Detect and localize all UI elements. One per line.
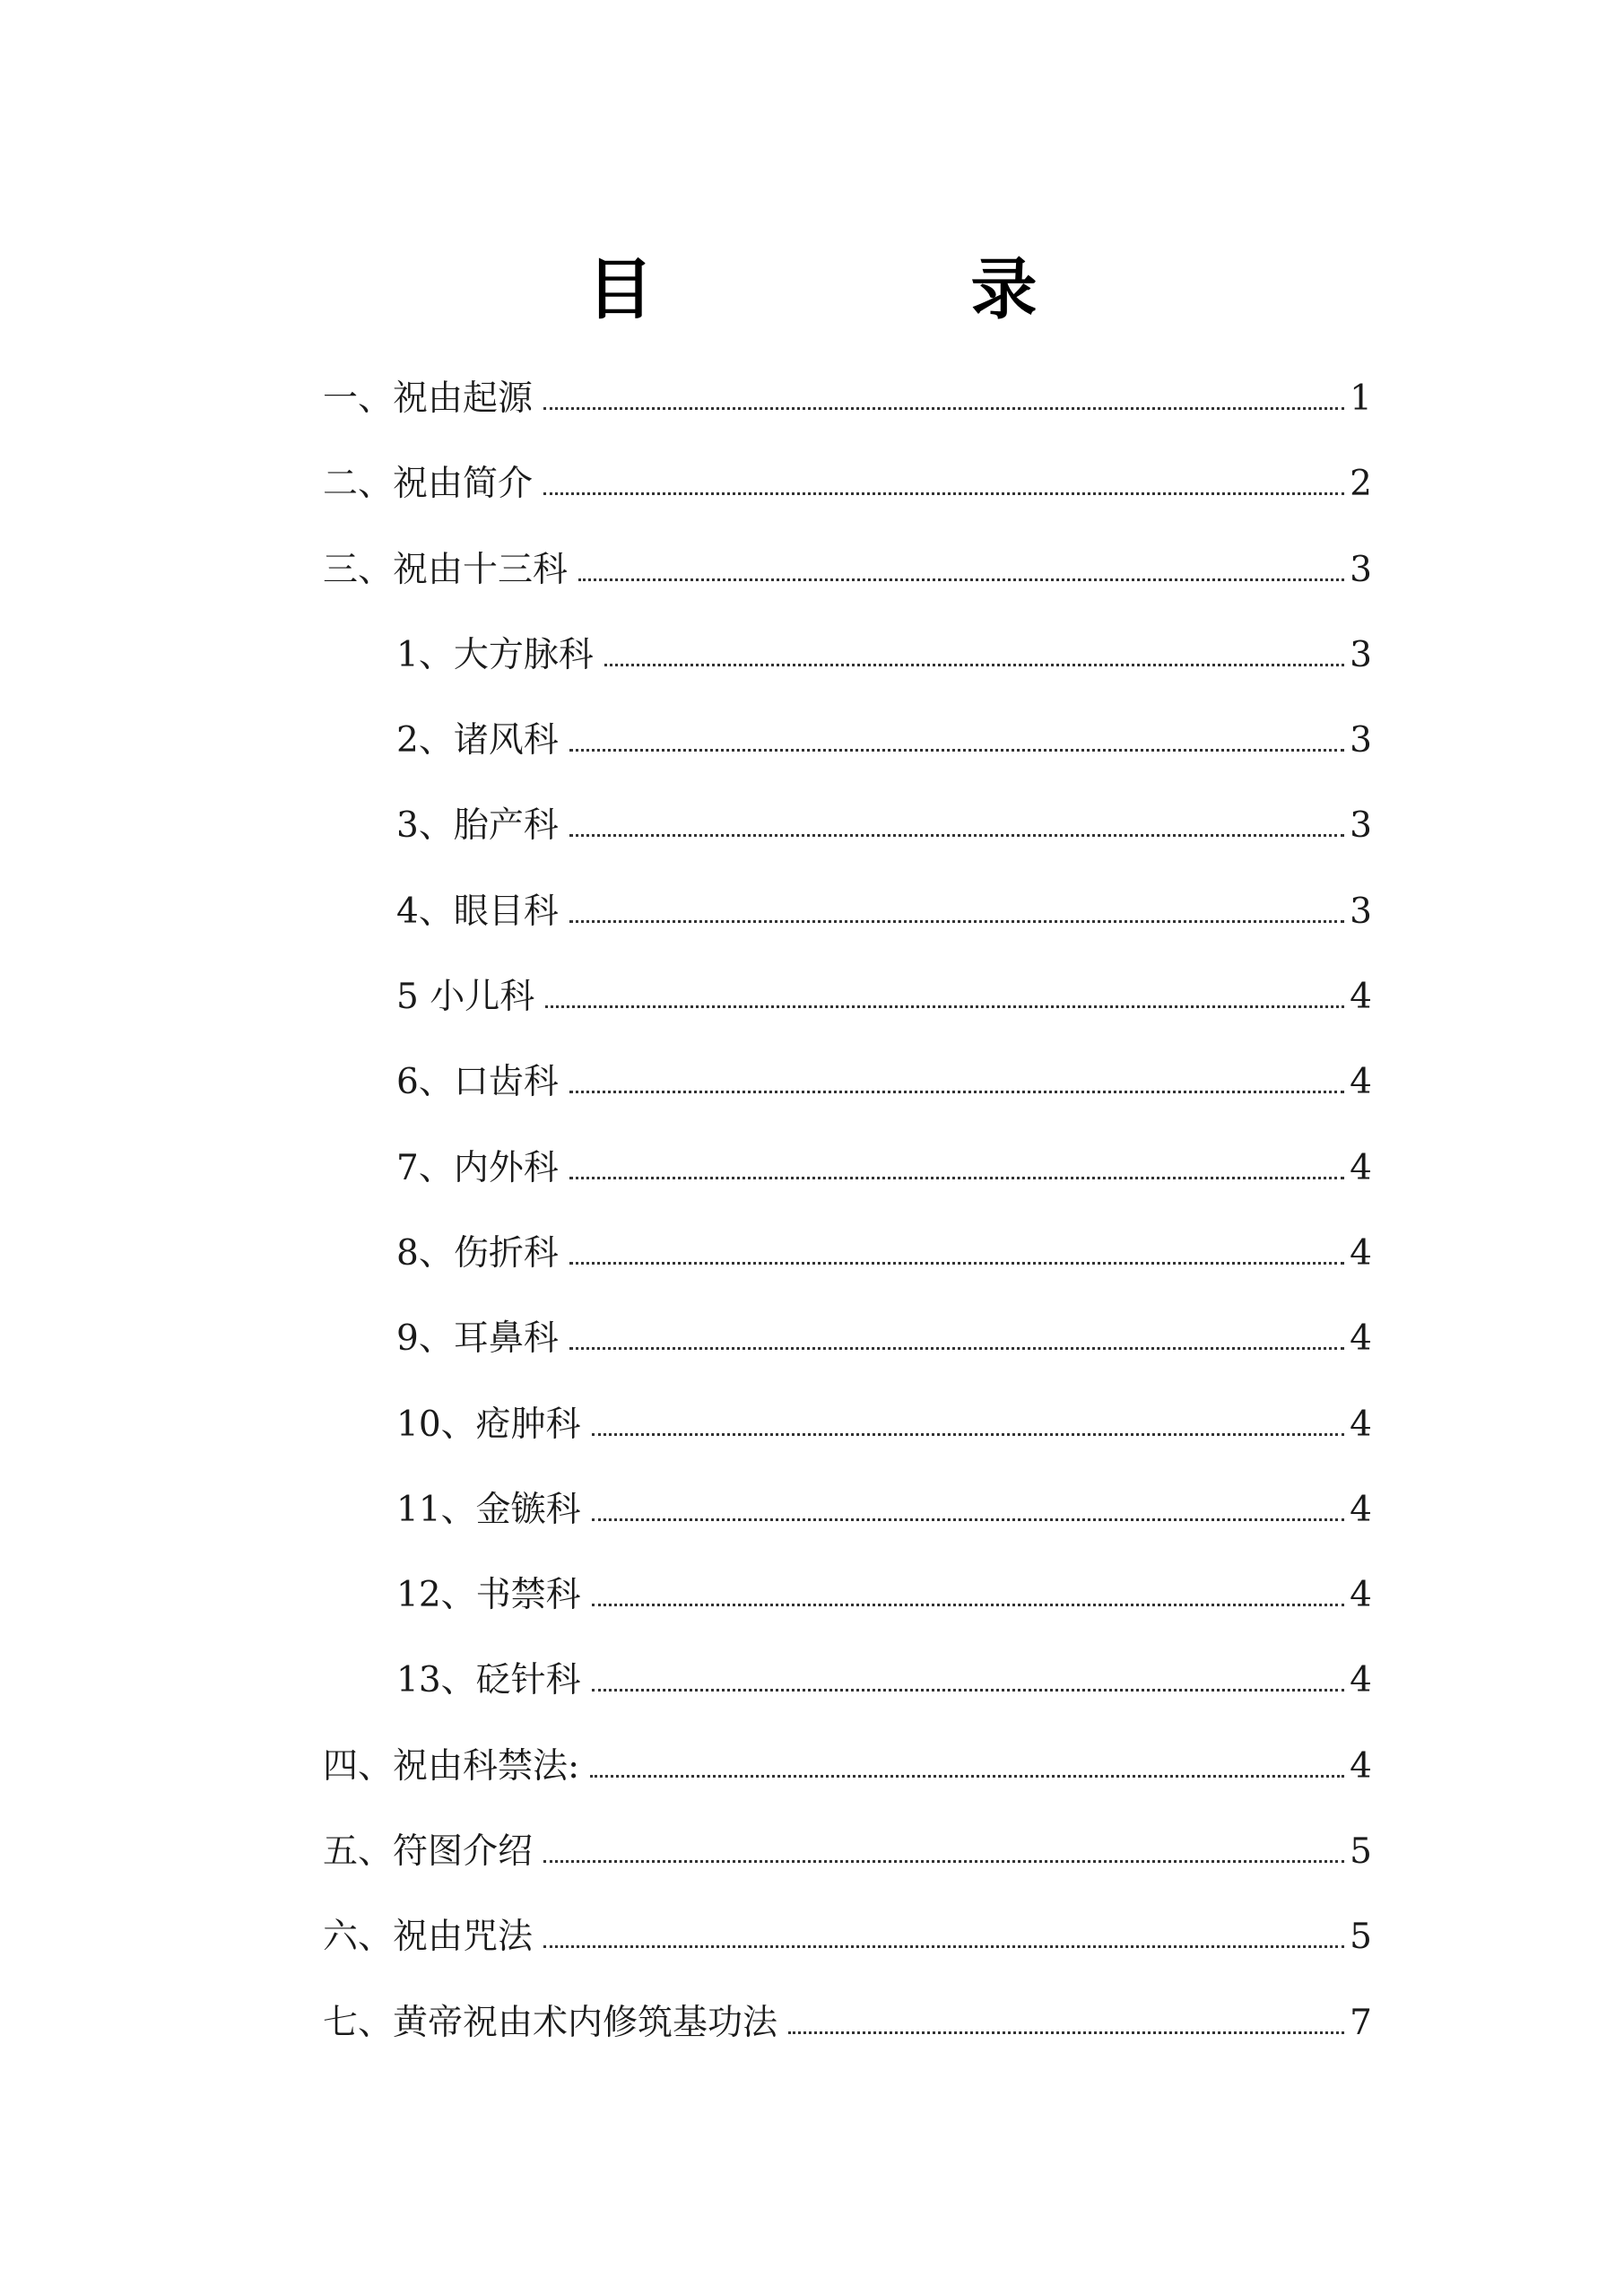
toc-page-number: 4 <box>1350 1147 1372 1188</box>
dot-leader <box>604 664 1344 666</box>
toc-page-number: 3 <box>1350 634 1372 675</box>
toc-subentry[interactable] <box>396 1645 1372 1730</box>
toc-page-number: 4 <box>1350 1404 1372 1445</box>
toc-subentry[interactable] <box>396 876 1372 961</box>
toc-subentry[interactable] <box>396 1560 1372 1645</box>
toc-entry-text: 6、口齿科 <box>396 1062 559 1103</box>
toc-subentry[interactable] <box>396 1303 1372 1388</box>
toc-page-number: 4 <box>1350 1489 1372 1530</box>
dot-leader <box>543 407 1344 410</box>
toc-entry-text: 三、祝由十三科 <box>323 549 569 590</box>
toc-page-number: 1 <box>1350 378 1372 419</box>
dot-leader <box>543 1860 1344 1863</box>
dot-leader <box>543 492 1344 495</box>
dot-leader <box>788 2031 1344 2034</box>
toc-entry-text: 4、眼目科 <box>396 891 559 932</box>
toc-page-number: 3 <box>1350 720 1372 761</box>
toc-page-number: 7 <box>1350 2002 1372 2043</box>
dot-leader <box>592 1433 1345 1436</box>
toc-page-number: 4 <box>1350 1660 1372 1701</box>
toc-entry-text: 9、耳鼻科 <box>396 1318 559 1360</box>
toc-entry[interactable] <box>323 1731 1372 1816</box>
toc-page-number: 3 <box>1350 891 1372 932</box>
toc-entry-text: 1、大方脉科 <box>396 634 594 675</box>
toc-subentry[interactable] <box>396 1133 1372 1218</box>
toc-subentry[interactable] <box>396 1218 1372 1303</box>
toc-page-number: 4 <box>1350 1575 1372 1616</box>
page-title: 目 录 <box>586 251 1163 328</box>
toc-page-number: 4 <box>1350 1745 1372 1787</box>
dot-leader <box>569 1177 1344 1179</box>
toc-subentry[interactable] <box>396 1389 1372 1474</box>
dot-leader <box>569 749 1344 752</box>
dot-leader <box>569 1262 1344 1265</box>
toc-page-number: 4 <box>1350 977 1372 1018</box>
toc-entry-text: 五、符图介绍 <box>323 1831 534 1873</box>
toc-page-number: 5 <box>1350 1917 1372 1958</box>
toc-entry-text: 10、疮肿科 <box>396 1404 581 1445</box>
dot-leader <box>592 1604 1345 1606</box>
toc-page-number: 3 <box>1350 805 1372 847</box>
toc-page-number: 2 <box>1350 464 1372 505</box>
toc-entry[interactable] <box>323 1901 1372 1987</box>
toc-page-number: 4 <box>1350 1062 1372 1103</box>
toc-entry[interactable] <box>323 1987 1372 2073</box>
dot-leader <box>569 834 1344 837</box>
toc-entry[interactable] <box>323 535 1372 620</box>
toc-subentry[interactable] <box>396 961 1372 1047</box>
dot-leader <box>590 1775 1344 1778</box>
toc-page-number: 3 <box>1350 549 1372 590</box>
dot-leader <box>569 920 1344 923</box>
toc-entry-text: 四、祝由科禁法: <box>323 1745 580 1787</box>
toc-list <box>0 363 1624 2073</box>
dot-leader <box>569 1347 1344 1350</box>
dot-leader <box>569 1091 1344 1093</box>
dot-leader <box>592 1518 1345 1521</box>
toc-page-number: 4 <box>1350 1318 1372 1360</box>
toc-subentry[interactable] <box>396 790 1372 875</box>
toc-entry-text: 3、胎产科 <box>396 805 559 847</box>
toc-entry-text: 六、祝由咒法 <box>323 1917 534 1958</box>
toc-entry-text: 一、祝由起源 <box>323 378 534 419</box>
toc-subentry[interactable] <box>396 620 1372 705</box>
toc-entry[interactable] <box>323 1816 1372 1901</box>
toc-entry-text: 二、祝由简介 <box>323 464 534 505</box>
dot-leader <box>543 1945 1344 1948</box>
toc-subentry[interactable] <box>396 1474 1372 1560</box>
toc-entry-text: 12、书禁科 <box>396 1575 581 1616</box>
dot-leader <box>545 1005 1344 1008</box>
dot-leader <box>592 1689 1345 1692</box>
toc-subentry[interactable] <box>396 1047 1372 1132</box>
toc-entry-text: 8、伤折科 <box>396 1232 559 1274</box>
toc-entry-text: 11、金镞科 <box>396 1489 581 1530</box>
toc-entry-text: 七、黄帝祝由术内修筑基功法 <box>323 2002 778 2043</box>
toc-page-number: 4 <box>1350 1232 1372 1274</box>
toc-entry[interactable] <box>323 363 1372 448</box>
toc-entry-text: 5 小儿科 <box>396 977 535 1018</box>
toc-entry-text: 2、诸风科 <box>396 720 559 761</box>
toc-entry-text: 7、内外科 <box>396 1147 559 1188</box>
dot-leader <box>578 578 1344 581</box>
toc-entry[interactable] <box>323 448 1372 534</box>
toc-subentry[interactable] <box>396 705 1372 790</box>
toc-entry-text: 13、砭针科 <box>396 1660 581 1701</box>
toc-page-number: 5 <box>1350 1831 1372 1873</box>
